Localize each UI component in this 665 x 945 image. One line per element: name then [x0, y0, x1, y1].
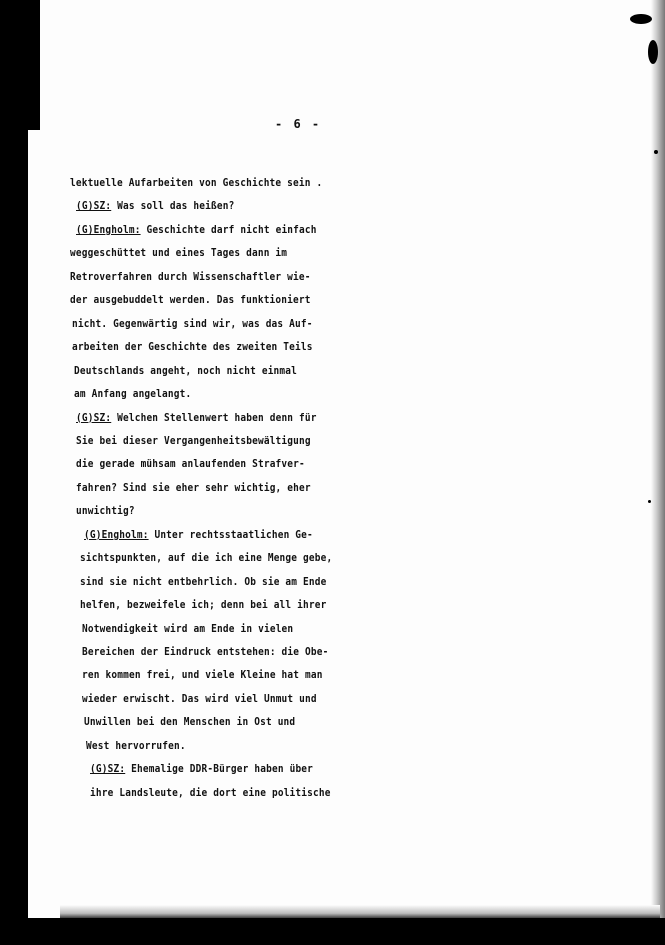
line-text: fahren? Sind sie eher sehr wichtig, eher	[76, 481, 311, 494]
text-line	[70, 247, 287, 259]
line-text: Unter rechtsstaatlichen Ge-	[148, 528, 313, 541]
line-text: die gerade mühsam anlaufenden Strafver-	[76, 458, 305, 471]
line-text: Was soll das heißen?	[111, 200, 235, 213]
scan-speck	[648, 40, 658, 64]
line-text: unwichtig?	[76, 505, 135, 518]
text-line	[70, 294, 311, 306]
line-text: Deutschlands angeht, noch nicht einmal	[74, 364, 298, 377]
text-line	[76, 200, 234, 212]
text-line	[76, 458, 305, 470]
line-text: wieder erwischt. Das wird viel Unmut und	[82, 692, 317, 705]
line-text: Sie bei dieser Vergangenheitsbewältigung	[76, 434, 311, 447]
text-line	[82, 669, 323, 681]
line-text: sind sie nicht entbehrlich. Ob sie am Ende	[80, 575, 327, 588]
line-text: Retroverfahren durch Wissenschaftler wie-	[70, 270, 311, 283]
scan-edge-bottom	[0, 918, 665, 945]
text-line	[76, 224, 317, 236]
line-text: lektuelle Aufarbeiten von Geschichte sein .	[70, 177, 323, 189]
line-text: West hervorrufen.	[86, 739, 186, 752]
text-line	[86, 740, 186, 752]
text-line	[76, 412, 317, 424]
scan-speck	[630, 14, 652, 24]
speaker-label: (G)SZ:	[76, 200, 112, 213]
text-line	[76, 505, 135, 517]
line-text: helfen, bezweifele ich; denn bei all ihrer	[80, 599, 327, 612]
scan-speck	[654, 150, 658, 154]
line-text: am Anfang angelangt.	[74, 388, 192, 401]
text-line	[84, 529, 313, 541]
text-line	[82, 623, 293, 635]
line-text: Unwillen bei den Menschen in Ost und	[84, 716, 296, 729]
speaker-label: (G)SZ:	[90, 763, 126, 776]
text-line	[74, 365, 297, 377]
text-line	[80, 599, 327, 611]
line-text: der ausgebuddelt werden. Das funktioniert	[70, 294, 311, 307]
text-line	[70, 177, 322, 189]
scan-edge-left-inner	[28, 130, 40, 930]
page-number: - 6 -	[275, 117, 322, 131]
line-text: sichtspunkten, auf die ich eine Menge gebe,	[80, 552, 333, 565]
text-line	[90, 763, 313, 775]
line-text: weggeschüttet und eines Tages dann im	[70, 247, 288, 260]
scan-edge-bottom-shadow	[60, 905, 660, 919]
text-line	[84, 716, 295, 728]
line-text: Welchen Stellenwert haben denn für	[111, 411, 317, 424]
scan-edge-right	[651, 0, 665, 945]
line-text: Ehemalige DDR-Bürger haben über	[125, 763, 314, 776]
speaker-label: (G)Engholm:	[84, 528, 149, 541]
speaker-label: (G)SZ:	[76, 411, 112, 424]
line-text: ihre Landsleute, die dort eine politische	[90, 786, 331, 799]
text-line	[72, 341, 313, 353]
text-line	[82, 693, 317, 705]
line-text: Notwendigkeit wird am Ende in vielen	[82, 622, 294, 635]
text-line	[80, 576, 327, 588]
line-text: nicht. Gegenwärtig sind wir, was das Auf-	[72, 317, 313, 330]
line-text: ren kommen frei, und viele Kleine hat man	[82, 669, 323, 682]
text-line	[74, 388, 191, 400]
text-line	[72, 318, 313, 330]
text-line	[70, 271, 311, 283]
line-text: Geschichte darf nicht einfach	[140, 223, 317, 236]
text-line	[76, 482, 311, 494]
text-line	[76, 435, 311, 447]
line-text: arbeiten der Geschichte des zweiten Teils	[72, 341, 313, 354]
line-text: Bereichen der Eindruck entstehen: die Obe-	[82, 646, 329, 658]
text-line	[90, 787, 331, 799]
text-line	[82, 646, 329, 658]
scan-speck	[648, 500, 651, 503]
speaker-label: (G)Engholm:	[76, 223, 141, 236]
text-line	[80, 552, 332, 564]
